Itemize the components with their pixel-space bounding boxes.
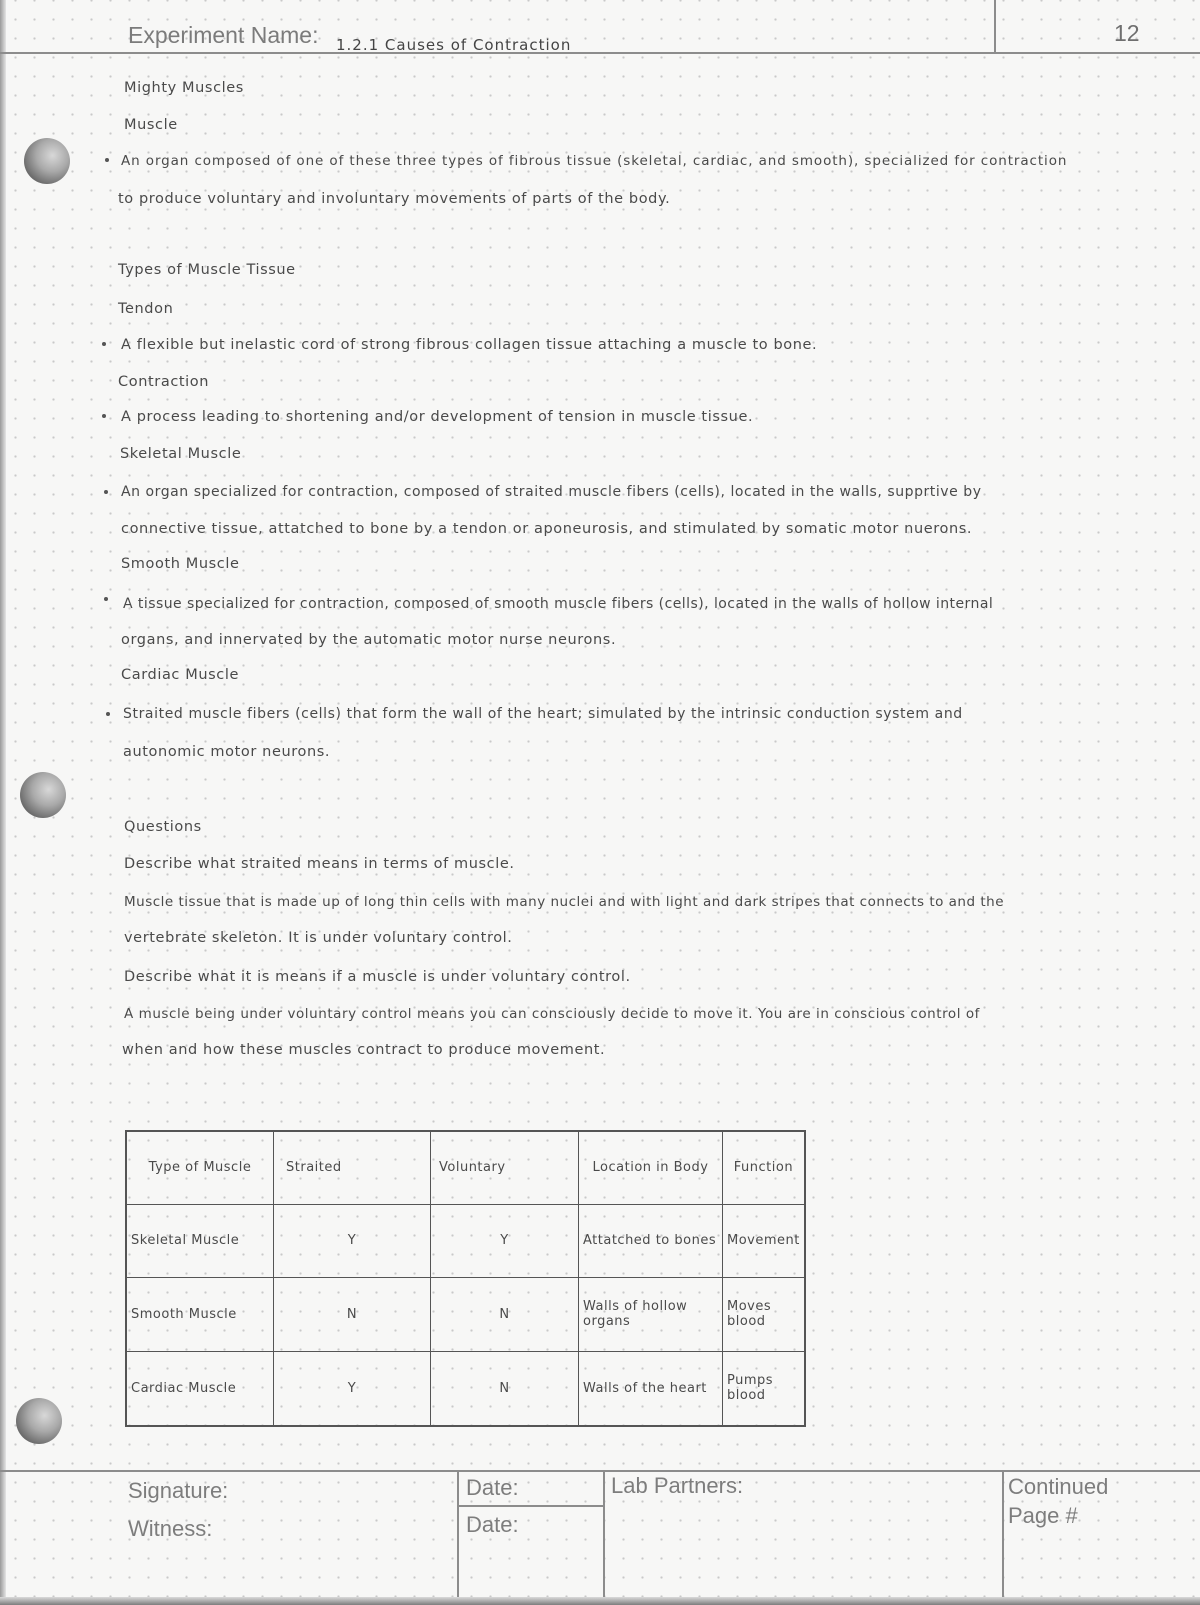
table-cell: Skeletal Muscle (126, 1204, 274, 1277)
continued-label: Continued (1008, 1474, 1109, 1499)
date-label-2: Date: (466, 1512, 519, 1537)
table-header-cell: Voluntary (431, 1131, 579, 1204)
table-row (126, 1277, 805, 1351)
table-cell: Moves blood (723, 1277, 805, 1351)
footer-divider-partners (603, 1470, 605, 1598)
date-label-1: Date: (466, 1475, 519, 1500)
punch-hole-middle (20, 772, 66, 818)
bullet (102, 414, 106, 418)
bullet (104, 490, 108, 494)
header-divider (994, 0, 996, 54)
table-cell: Cardiac Muscle (126, 1351, 274, 1426)
table-row (126, 1204, 805, 1277)
table-cell: N (431, 1277, 579, 1351)
skeletal-definition-line-2: connective tissue, attatched to bone by a tendon or aponeurosis, and stimulated by somatic motor nuerons. (121, 521, 973, 537)
contraction-definition: A process leading to shortening and/or development of tension in muscle tissue. (121, 409, 754, 425)
smooth-definition-line-2: organs, and innervated by the automatic motor nurse neurons. (121, 632, 617, 648)
term-cardiac-muscle: Cardiac Muscle (121, 667, 239, 683)
punch-hole-top (24, 138, 70, 184)
table-cell: Attatched to bones (579, 1204, 723, 1277)
page-number: 12 (1114, 20, 1140, 46)
table-header-cell: Location in Body (579, 1131, 723, 1204)
answer-1-line-2: vertebrate skeleton. It is under voluntary control. (124, 930, 513, 946)
table-cell: Y (274, 1204, 431, 1277)
experiment-name-label: Experiment Name: (128, 22, 319, 48)
answer-2-line-2: when and how these muscles contract to produce movement. (122, 1042, 606, 1058)
table-cell: Smooth Muscle (126, 1277, 274, 1351)
table-cell: Y (431, 1204, 579, 1277)
signature-label: Signature: (128, 1478, 229, 1503)
table-cell: N (274, 1277, 431, 1351)
bullet (105, 158, 109, 162)
muscle-definition-line-1: An organ composed of one of these three types of fibrous tissue (skeletal, cardiac, and smooth), specialized for contraction (121, 153, 1068, 169)
header-rule (0, 52, 1200, 54)
muscle-definition-line-2: to produce voluntary and involuntary movements of parts of the body. (118, 191, 671, 207)
table-header-row (126, 1131, 805, 1204)
muscle-comparison-table (125, 1130, 806, 1427)
question-2: Describe what it is means if a muscle is under voluntary control. (124, 969, 631, 985)
continued-page-label: Page # (1008, 1503, 1078, 1528)
punch-hole-bottom (16, 1398, 62, 1444)
page-bottom-shadow (0, 1597, 1200, 1605)
footer-divider-continued (1002, 1470, 1004, 1598)
types-heading: Types of Muscle Tissue (118, 262, 296, 278)
cardiac-definition-line-1: Straited muscle fibers (cells) that form the wall of the heart; simulated by the intrinsic conduction system and (123, 706, 963, 722)
cardiac-definition-line-2: autonomic motor neurons. (123, 744, 331, 760)
skeletal-definition-line-1: An organ specialized for contraction, composed of straited muscle fibers (cells), located in the walls, supprtive by (121, 484, 982, 500)
term-tendon: Tendon (118, 301, 174, 317)
page-edge-shadow (0, 0, 6, 1605)
table-cell: Walls of hollow organs (579, 1277, 723, 1351)
table-row (126, 1351, 805, 1426)
term-muscle: Muscle (124, 117, 178, 133)
footer-divider-date (457, 1470, 459, 1598)
bullet (104, 597, 108, 601)
table-header-cell: Type of Muscle (126, 1131, 274, 1204)
term-contraction: Contraction (118, 374, 210, 390)
question-1: Describe what straited means in terms of muscle. (124, 856, 515, 872)
table-cell: Y (274, 1351, 431, 1426)
table-cell: Pumps blood (723, 1351, 805, 1426)
questions-heading: Questions (124, 819, 202, 835)
table-header-cell: Straited (274, 1131, 431, 1204)
tendon-definition: A flexible but inelastic cord of strong fibrous collagen tissue attaching a muscle to bone. (121, 337, 818, 353)
table-cell: Movement (723, 1204, 805, 1277)
witness-label: Witness: (128, 1516, 213, 1541)
table-header-cell: Function (723, 1131, 805, 1204)
term-skeletal-muscle: Skeletal Muscle (120, 446, 242, 462)
smooth-definition-line-1: A tissue specialized for contraction, composed of smooth muscle fibers (cells), located in the walls of hollow internal (123, 596, 994, 612)
term-smooth-muscle: Smooth Muscle (121, 556, 240, 572)
footer-top-rule (0, 1470, 1200, 1472)
bullet (106, 712, 110, 716)
notes-title: Mighty Muscles (124, 80, 244, 96)
answer-1-line-1: Muscle tissue that is made up of long thin cells with many nuclei and with light and dark stripes that connects to and the (124, 894, 1005, 910)
table-cell: N (431, 1351, 579, 1426)
footer-date-rule (458, 1505, 603, 1507)
lab-partners-label: Lab Partners: (611, 1473, 744, 1498)
table-cell: Walls of the heart (579, 1351, 723, 1426)
experiment-name-value: 1.2.1 Causes of Contraction (336, 36, 572, 54)
bullet (102, 342, 106, 346)
answer-2-line-1: A muscle being under voluntary control means you can consciously decide to move it. You are in conscious control of (124, 1006, 980, 1022)
